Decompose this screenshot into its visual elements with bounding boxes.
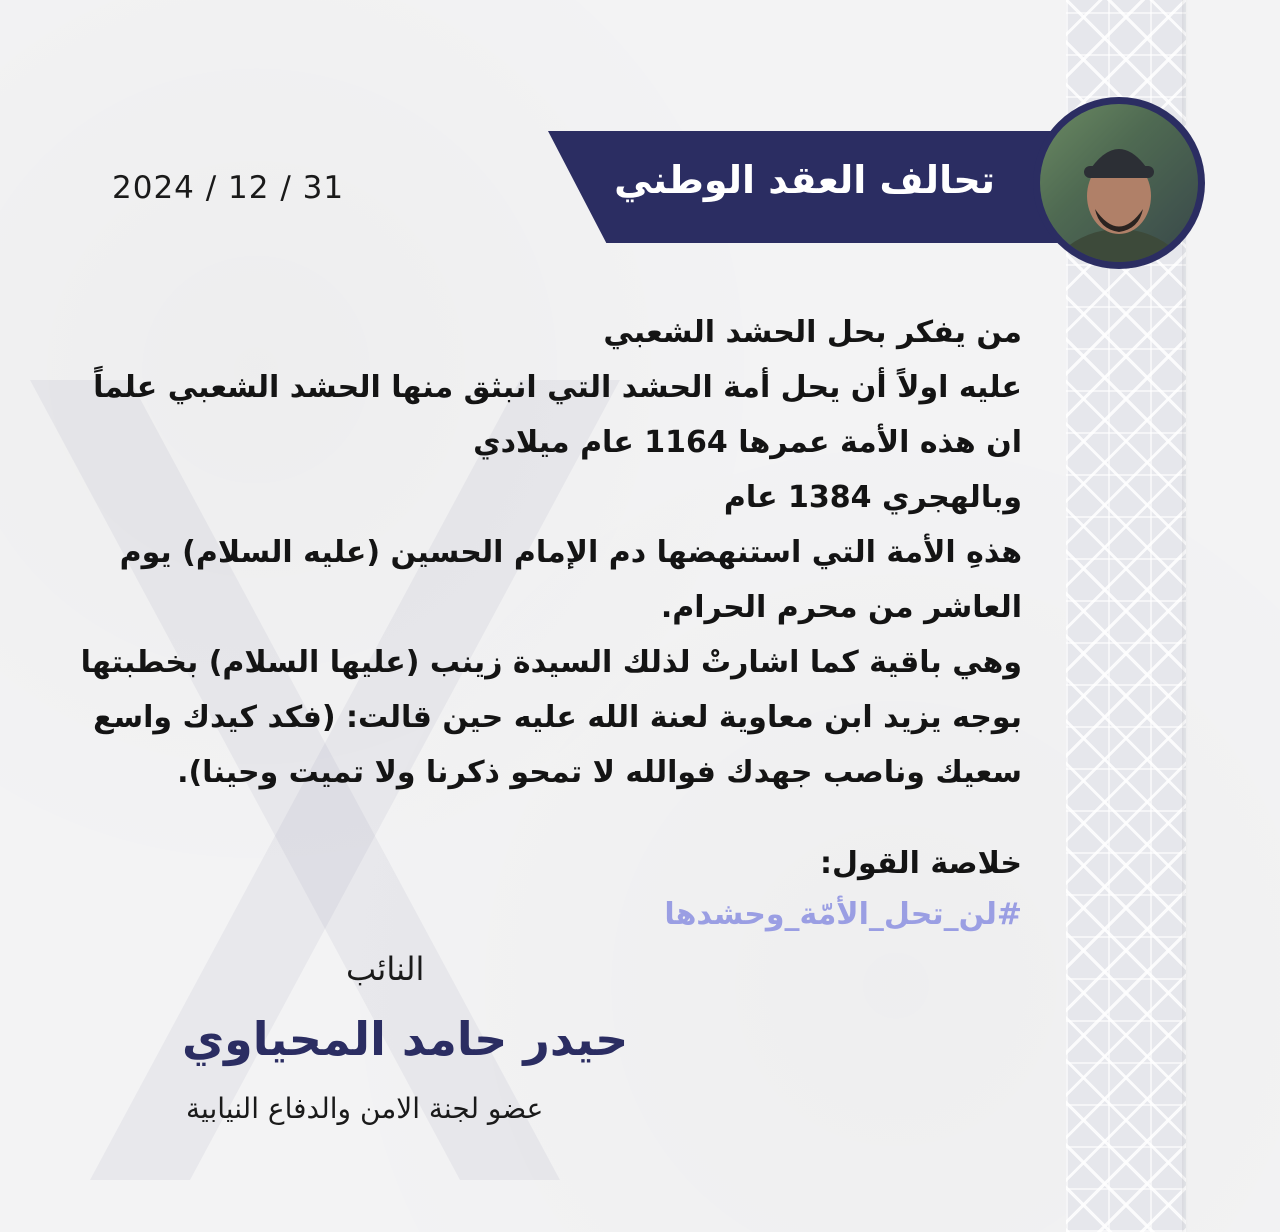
body-line: وهي باقية كما اشارتْ لذلك السيدة زينب (عليها السلام) بخطبتها (80, 645, 1022, 680)
summary-label: خلاصة القول: (819, 846, 1022, 881)
body-line: سعيك وناصب جهدك فوالله لا تمحو ذكرنا ولا تميت وحينا). (177, 755, 1022, 790)
body-line: هذهِ الأمة التي استنهضها دم الإمام الحسين (عليه السلام) يوم (119, 535, 1022, 570)
signature-title: النائب (346, 950, 425, 988)
body-line: بوجه يزيد ابن معاوية لعنة الله عليه حين قالت: (فكد كيدك واسع (93, 700, 1022, 735)
banner-title: تحالف العقد الوطني (614, 158, 995, 202)
signature-name: حيدر حامد المحياوي (182, 1012, 629, 1066)
date-label: 2024 / 12 / 31 (112, 170, 345, 206)
avatar (1033, 97, 1205, 269)
body-line: ان هذه الأمة عمرها 1164 عام ميلادي (473, 425, 1022, 460)
body-line: عليه اولاً أن يحل أمة الحشد التي انبثق منها الحشد الشعبي علماً (93, 370, 1022, 405)
statement-body (80, 305, 1022, 800)
avatar-photo (1040, 104, 1198, 262)
hashtag: #لن_تحل_الأمّة_وحشدها (664, 897, 1022, 932)
signature-role: عضو لجنة الامن والدفاع النيابية (186, 1092, 544, 1125)
body-line: وبالهجري 1384 عام (723, 480, 1022, 515)
body-line: من يفكر بحل الحشد الشعبي (603, 315, 1022, 350)
body-line: العاشر من محرم الحرام. (660, 590, 1022, 625)
